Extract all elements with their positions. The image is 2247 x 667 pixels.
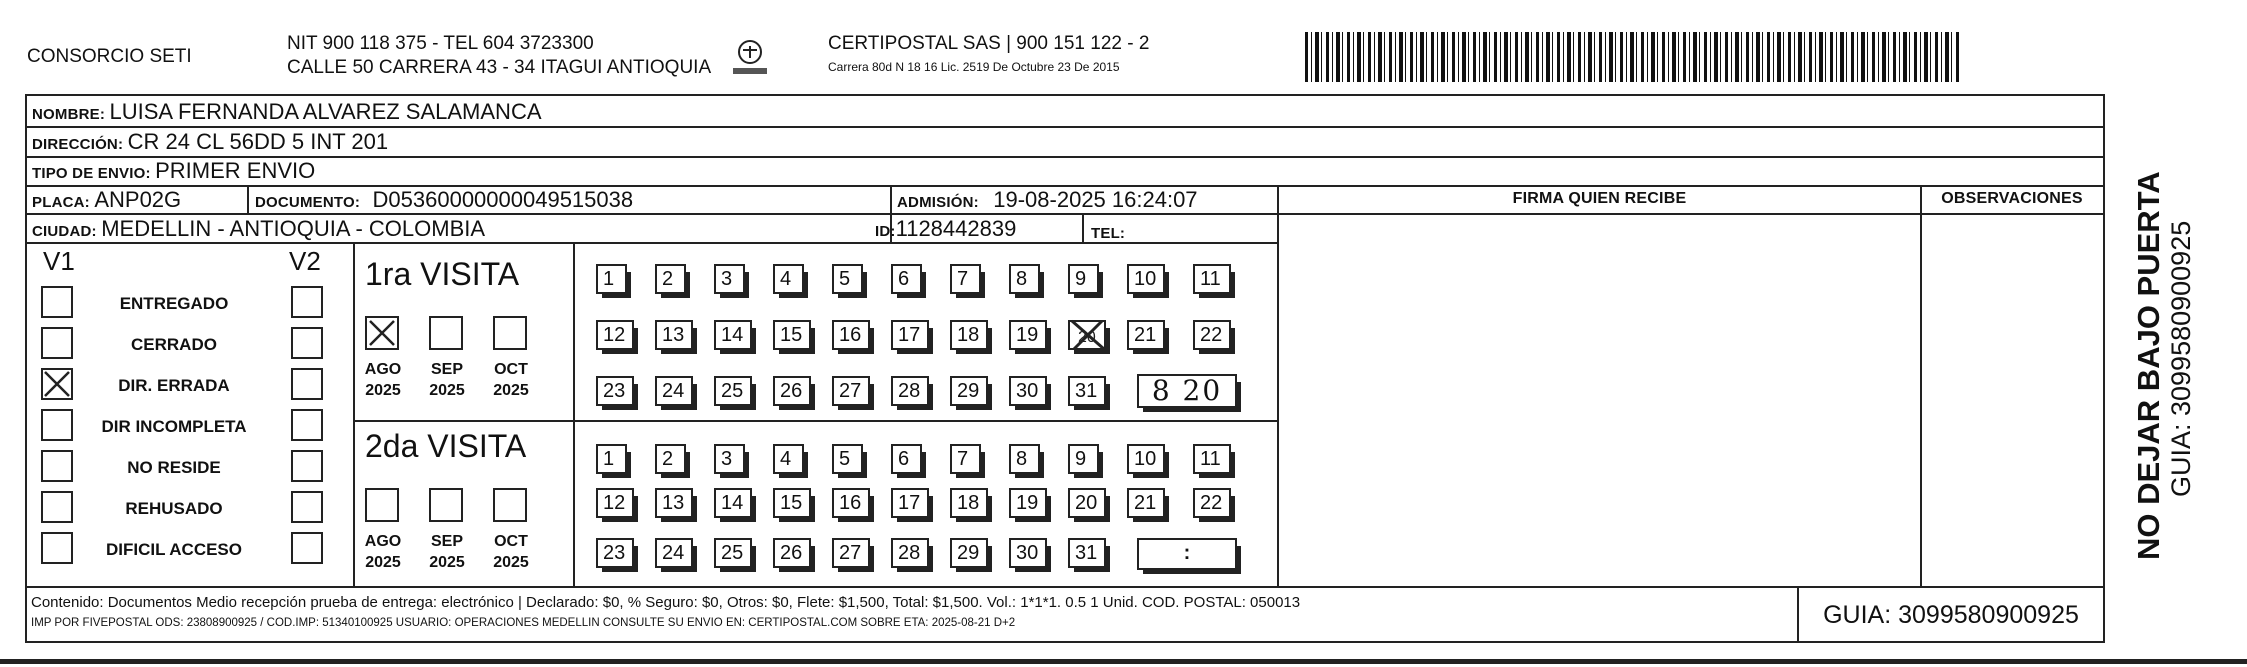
second-year-label-3: 2025 [493,554,529,571]
check-x-icon [367,318,397,348]
address-line: CALLE 50 CARRERA 43 - 34 ITAGUI ANTIOQUIA [287,57,712,78]
content-line: Contenido: Documentos Medio recepción prueba de entrega: electrónico | Declarado: $0, % Seguro: $0, Otros: $0, Flete: $1,500, Total: $1,500. Vol.: 1*1*1. 0.5 1 Unid. COD. POSTAL: 050013 [31,594,1301,611]
reason-dificil-acceso: DIFICIL ACCESO [105,540,242,559]
day-box[interactable]: 12 [596,320,634,350]
delivery-form [25,94,2105,643]
observations-column-header: OBSERVACIONES [1941,190,2083,207]
v1-checkbox-entregado[interactable] [41,286,73,318]
svg-text:20: 20 [1078,329,1096,346]
reason-rehusado: REHUSADO [125,499,223,518]
first-visit-month-ago[interactable] [365,316,399,350]
v2-checkbox-dir-errada[interactable] [291,368,323,400]
second-visit-month-sep[interactable] [429,488,463,522]
first-visit-month-sep[interactable] [429,316,463,350]
day-box[interactable]: 7 [950,444,981,474]
day-box[interactable]: 24 [655,376,693,406]
tel-label: TEL: [1091,225,1126,242]
document-label: DOCUMENTO: [255,194,361,211]
day-box[interactable]: 25 [714,538,752,568]
day-box[interactable]: 11 [1193,444,1231,474]
day-box[interactable]: 10 [1127,444,1165,474]
day-box[interactable]: 1 [596,444,627,474]
day-box[interactable]: 30 [1009,376,1047,406]
city: MEDELLIN - ANTIOQUIA - COLOMBIA [101,216,486,241]
reason-entregado: ENTREGADO [119,294,229,313]
second-month-label-ago: AGO [364,533,402,550]
side-guide: GUIA: 3099580900925 [2166,220,2196,497]
day-box[interactable]: 17 [891,488,929,518]
day-box[interactable]: 26 [773,538,811,568]
reason-cerrado: CERRADO [131,335,217,354]
day-box[interactable]: 20 [1068,488,1106,518]
day-box[interactable]: 15 [773,488,811,518]
day-box[interactable]: 3 [714,264,745,294]
city-label: CIUDAD: [32,223,97,240]
day-box[interactable]: 2 [655,264,686,294]
first-year-label-3: 2025 [493,382,529,399]
day-box[interactable]: 31 [1068,538,1106,568]
day-box[interactable]: 12 [596,488,634,518]
document-number: D05360000000049515038 [372,187,634,212]
first-visit-month-oct[interactable] [493,316,527,350]
v2-checkbox-rehusado[interactable] [291,491,323,523]
side-warning: NO DEJAR BAJO PUERTA [2131,171,2166,560]
company-name: CONSORCIO SETI [27,46,192,67]
day-box[interactable]: 8 [1009,444,1040,474]
day-box[interactable]: 19 [1009,320,1047,350]
day-box[interactable]: 29 [950,538,988,568]
reason-dir-incompleta: DIR INCOMPLETA [101,417,247,436]
admission-date: 19-08-2025 16:24:07 [993,187,1198,212]
day-box[interactable]: 14 [714,320,752,350]
send-type: PRIMER ENVIO [155,158,316,183]
v1-checkbox-dir-errada[interactable] [41,368,73,400]
recipient-name: LUISA FERNANDA ALVAREZ SALAMANCA [109,99,542,124]
day-box[interactable]: 31 [1068,376,1106,406]
footer-guide: GUIA: 3099580900925 [1823,601,2079,629]
day-box[interactable]: 23 [596,538,634,568]
name-label: NOMBRE: [32,106,106,123]
day-box[interactable]: 9 [1068,444,1099,474]
day-box[interactable]: 16 [832,488,870,518]
bottom-edge [0,659,2247,664]
day-x-icon [1068,318,1108,352]
v1-header: V1 [43,246,75,276]
v2-checkbox-cerrado[interactable] [291,327,323,359]
first-year-label-1: 2025 [365,382,401,399]
day-box[interactable]: 22 [1193,320,1231,350]
day-box[interactable]: 18 [950,488,988,518]
first-month-label-ago: AGO [364,361,402,378]
day-box[interactable]: 29 [950,376,988,406]
day-box[interactable]: 21 [1127,488,1165,518]
day-box[interactable]: 7 [950,264,981,294]
day-box[interactable]: 22 [1193,488,1231,518]
day-box[interactable]: 19 [1009,488,1047,518]
admission-label: ADMISIÓN: [897,194,979,211]
first-month-label-sep: SEP [430,361,463,378]
first-visit-time[interactable]: 8 20 [1137,374,1237,408]
second-visit-title: 2da VISITA [365,428,527,464]
imp-line: IMP POR FIVEPOSTAL ODS: 23808900925 / COD.IMP: 51340100925 USUARIO: OPERACIONES MEDELLIN CONSULTE SU ENVIO EN: CERTIPOSTAL.COM SOBRE ETA: 2025-08-21 D+2 [31,617,1016,629]
plate-label: PLACA: [32,194,90,211]
id-label: ID: [875,223,896,240]
day-box[interactable]: 10 [1127,264,1165,294]
check-x-icon [43,370,71,398]
first-month-label-oct: OCT [494,361,528,378]
day-box[interactable]: 15 [773,320,811,350]
v2-checkbox-dir-incompleta[interactable] [291,409,323,441]
license-line: Carrera 80d N 18 16 Lic. 2519 De Octubre 23 De 2015 [828,60,1120,74]
v2-checkbox-no-reside[interactable] [291,450,323,482]
day-box[interactable]: 27 [832,376,870,406]
second-visit-month-ago[interactable] [365,488,399,522]
v1-checkbox-rehusado[interactable] [41,491,73,523]
day-box[interactable]: 25 [714,376,752,406]
day-box[interactable]: 8 [1009,264,1040,294]
day-box[interactable]: 3 [714,444,745,474]
day-box[interactable]: 11 [1193,264,1231,294]
day-box[interactable]: 28 [891,376,929,406]
day-box[interactable]: 1 [596,264,627,294]
barcode [1305,32,1960,82]
plate: ANP02G [94,187,182,212]
courier-logo [727,34,773,80]
v1-checkbox-cerrado[interactable] [41,327,73,359]
day-box[interactable]: 5 [832,264,863,294]
day-box[interactable]: 5 [832,444,863,474]
day-box[interactable]: 16 [832,320,870,350]
day-box[interactable]: 13 [655,488,693,518]
second-year-label-2: 2025 [429,554,465,571]
v2-checkbox-entregado[interactable] [291,286,323,318]
day-box[interactable]: 18 [950,320,988,350]
day-box[interactable]: 2 [655,444,686,474]
send-type-label: TIPO DE ENVIO: [32,165,151,182]
day-box[interactable]: 9 [1068,264,1099,294]
recipient-address: CR 24 CL 56DD 5 INT 201 [127,129,389,154]
signature-column-header: FIRMA QUIEN RECIBE [1512,190,1687,207]
day-box[interactable]: 26 [773,376,811,406]
courier-line: CERTIPOSTAL SAS | 900 151 122 - 2 [828,33,1150,54]
day-box[interactable]: 17 [891,320,929,350]
v2-checkbox-dificil-acceso[interactable] [291,532,323,564]
nit-line: NIT 900 118 375 - TEL 604 3723300 [287,33,594,54]
day-box[interactable]: 30 [1009,538,1047,568]
second-year-label-1: 2025 [365,554,401,571]
day-box[interactable]: 4 [773,264,804,294]
day-box[interactable]: 27 [832,538,870,568]
first-year-label-2: 2025 [429,382,465,399]
second-month-label-oct: OCT [494,533,528,550]
day-box[interactable]: 6 [891,264,922,294]
day-box[interactable]: 6 [891,444,922,474]
day-box[interactable]: 23 [596,376,634,406]
day-box[interactable]: 13 [655,320,693,350]
reason-no-reside: NO RESIDE [127,458,221,477]
address-label: DIRECCIÓN: [32,136,124,153]
id-number: 1128442839 [895,216,1017,241]
day-box[interactable]: 28 [891,538,929,568]
reason-dir-errada: DIR. ERRADA [118,376,230,395]
day-box[interactable]: 21 [1127,320,1165,350]
day-box[interactable]: 24 [655,538,693,568]
second-visit-time[interactable]: : [1137,538,1237,570]
v1-checkbox-no-reside[interactable] [41,450,73,482]
v2-header: V2 [289,246,321,276]
second-visit-month-oct[interactable] [493,488,527,522]
first-visit-title: 1ra VISITA [365,256,520,292]
v1-checkbox-dificil-acceso[interactable] [41,532,73,564]
v1-checkbox-dir-incompleta[interactable] [41,409,73,441]
second-month-label-sep: SEP [430,533,463,550]
day-box[interactable]: 14 [714,488,752,518]
day-box[interactable]: 4 [773,444,804,474]
